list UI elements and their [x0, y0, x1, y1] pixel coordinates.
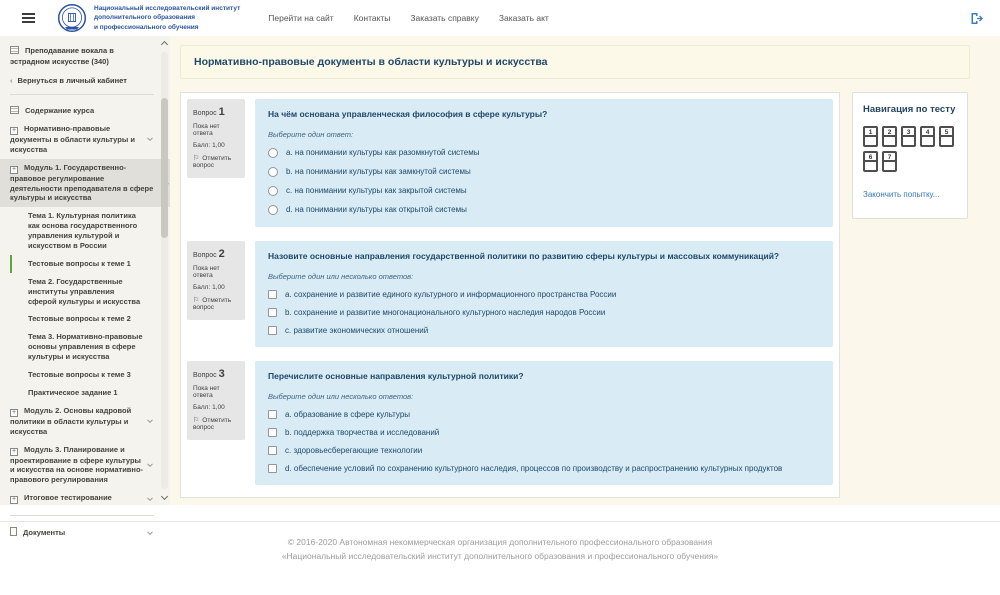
answer-option[interactable] — [268, 162, 820, 181]
sidebar-item-label: Тестовые вопросы к теме 2 — [28, 314, 131, 324]
radio-icon[interactable] — [268, 205, 278, 215]
question-status: Пока нет ответа — [193, 385, 220, 399]
plus-square-icon: + — [11, 496, 17, 504]
sidebar-divider — [10, 94, 154, 95]
header-nav — [268, 13, 549, 23]
back-link-label: Вернуться в личный кабинет — [17, 76, 127, 85]
answer-option[interactable] — [268, 181, 820, 200]
question-text: Назовите основные направления государственной политики по развитию сферы культуры и массовых коммуникаций? — [268, 251, 780, 261]
answer-option[interactable] — [268, 405, 820, 423]
sidebar-item[interactable] — [10, 523, 154, 542]
question-info-box — [187, 99, 245, 178]
finish-attempt-link[interactable]: Закончить попытку... — [863, 190, 940, 199]
sidebar-item-label: Тестовые вопросы к теме 3 — [28, 370, 131, 380]
quiz-nav-question-button[interactable] — [882, 151, 897, 172]
plus-square-icon: + — [11, 408, 17, 416]
answer-prompt: Выберите один или несколько ответов: — [268, 272, 414, 281]
sidebar-item[interactable] — [10, 255, 154, 273]
question — [187, 241, 833, 347]
sidebar-item-label: Тема 2. Государственные институты управления сферой культуры и искусства — [28, 276, 141, 306]
footer-copyright: © 2016-2020 Автономная некоммерческая организация дополнительного профессионального образования — [287, 537, 713, 547]
answer-option-label: d. обеспечение условий по сохранению культурного наследия, процессов по производству и распространению культурных продуктов — [285, 463, 783, 473]
answer-option[interactable] — [268, 285, 820, 303]
answer-option-label: a. сохранение и развитие единого культурного и информационного пространства России — [285, 289, 617, 299]
sidebar-item-label: Нормативно-правовые документы в области культуры и искусства — [10, 123, 135, 154]
answer-option-label: b. поддержка творчества и исследований — [285, 427, 440, 437]
scroll-down-arrow-icon[interactable] — [161, 493, 168, 500]
course-title-label: Преподавание вокала в эстрадном искусстве (340) — [10, 46, 114, 66]
header-link[interactable]: Контакты — [353, 13, 391, 23]
sidebar — [0, 36, 170, 538]
answer-prompt: Выберите один или несколько ответов: — [268, 392, 414, 401]
answer-option[interactable] — [268, 143, 820, 162]
answer-option-label: b. сохранение и развитие многонационального культурного наследия народов России — [285, 307, 606, 317]
scroll-up-arrow-icon[interactable] — [161, 41, 168, 48]
plus-square-icon: + — [11, 165, 17, 173]
quiz-nav-question-button[interactable] — [920, 126, 935, 147]
quiz-nav-question-number: 6 — [865, 153, 876, 162]
page-title: Нормативно-правовые документы в области культуры и искусства — [180, 45, 970, 79]
answer-option[interactable] — [268, 459, 820, 477]
answer-prompt: Выберите один ответ: — [268, 130, 354, 139]
course-grid-icon — [10, 46, 19, 54]
question — [187, 99, 833, 227]
quiz-nav-question-number: 7 — [884, 153, 895, 162]
header — [0, 0, 1000, 36]
header-link[interactable]: Заказать справку — [410, 13, 479, 23]
checkbox-icon[interactable] — [268, 410, 277, 419]
answer-option-label: b. на понимании культуры как замкнутой системы — [286, 167, 471, 176]
sidebar-item-label: Тестовые вопросы к теме 1 — [28, 258, 131, 268]
answer-option[interactable] — [268, 321, 820, 339]
sidebar-divider — [10, 515, 154, 516]
header-link[interactable]: Перейти на сайт — [268, 13, 334, 23]
flag-icon: ⚐ — [193, 155, 200, 162]
question-text: Перечислите основные направления культурной политики? — [268, 371, 524, 381]
quiz-nav-question-number: 3 — [903, 128, 914, 137]
checkbox-icon[interactable] — [268, 428, 277, 437]
checkbox-icon[interactable] — [268, 326, 277, 335]
radio-icon[interactable] — [268, 148, 278, 158]
back-to-dashboard-link[interactable] — [10, 76, 154, 85]
question-body — [255, 361, 833, 485]
sidebar-nav — [10, 102, 154, 542]
answer-option[interactable] — [268, 303, 820, 321]
question-status: Пока нет ответа — [193, 123, 220, 137]
chevron-down-icon — [147, 529, 153, 535]
quiz-nav-question-button[interactable] — [863, 126, 878, 147]
question — [187, 361, 833, 485]
checkbox-icon[interactable] — [268, 464, 277, 473]
answer-options — [268, 405, 820, 477]
sidebar-item[interactable] — [0, 159, 170, 208]
answer-option-label: c. развитие экономических отношений — [285, 325, 429, 335]
sidebar-item-label: Модуль 1. Государственно-правовое регулирование деятельности преподавателя в сфере культуры и искусства — [10, 162, 154, 203]
quiz-nav-question-number: 4 — [922, 128, 933, 137]
sidebar-item-label: Тема 3. Нормативно-правовые основы управления в сфере культуры и искусства — [28, 332, 143, 362]
plus-square-icon: + — [11, 126, 17, 134]
quiz-nav-question-button[interactable] — [901, 126, 916, 147]
flag-icon: ⚐ — [193, 417, 200, 424]
sidebar-item[interactable] — [10, 120, 154, 159]
sidebar-item[interactable] — [10, 102, 154, 120]
flag-icon: ⚐ — [193, 297, 200, 304]
sidebar-item[interactable] — [10, 273, 154, 311]
sidebar-item[interactable] — [10, 441, 154, 490]
answer-option-label: d. на понимании культуры как открытой системы — [286, 205, 467, 214]
sidebar-item-label: Содержание курса — [25, 106, 95, 115]
answer-option[interactable] — [268, 441, 820, 459]
institute-name-line: и профессионального обучения — [94, 23, 199, 31]
document-icon — [10, 527, 17, 536]
institute-name-line: Национальный исследовательский институт — [94, 4, 241, 12]
sidebar-scrollbar-thumb[interactable] — [161, 98, 168, 238]
quiz-nav-question-number: 5 — [941, 128, 952, 137]
answer-option[interactable] — [268, 200, 820, 219]
radio-icon[interactable] — [268, 167, 278, 177]
quiz-nav-question-button[interactable] — [882, 126, 897, 147]
chevron-down-icon — [147, 136, 153, 142]
sidebar-item-label: Документы — [23, 528, 66, 538]
radio-icon[interactable] — [268, 186, 278, 196]
question-status: Пока нет ответа — [193, 265, 220, 279]
sidebar-item[interactable] — [10, 310, 154, 328]
question-body — [255, 241, 833, 347]
logo-emblem-icon — [57, 3, 87, 33]
content-area — [0, 36, 1000, 538]
institute-name — [94, 4, 240, 32]
sidebar-item[interactable] — [10, 207, 154, 255]
footer-org-name: «Национальный исследовательский институт дополнительного образования и профессионального обучения» — [281, 551, 719, 562]
main-area — [170, 36, 1000, 505]
sidebar-course-title[interactable] — [10, 46, 154, 67]
question-info-box — [187, 361, 245, 440]
quiz-nav-question-number: 1 — [865, 128, 876, 137]
sidebar-item-label: Модуль 2. Основы кадровой политики в области культуры и искусства — [10, 405, 132, 436]
question-points: Балл: 1,00 — [193, 404, 225, 411]
flag-question-button[interactable]: ⚐ Отметить вопрос — [193, 155, 232, 169]
sidebar-item-label: Модуль 3. Планирование и проектирование в сфере культуры и искусства на основе нормативно-правового регулирования — [10, 444, 144, 485]
question-number: Вопрос 3 — [193, 368, 225, 380]
answer-option-label: a. образование в сфере культуры — [285, 409, 411, 419]
institute-name-line: дополнительного образования — [94, 14, 196, 22]
checkbox-icon[interactable] — [268, 308, 277, 317]
chevron-left-icon: ‹ — [10, 76, 13, 85]
quiz-nav-question-button[interactable] — [863, 151, 878, 172]
sidebar-item[interactable] — [10, 328, 154, 366]
question-number: Вопрос 1 — [193, 106, 225, 118]
plus-square-icon: + — [11, 447, 17, 455]
question-text: На чём основана управленческая философия в сфере культуры? — [268, 109, 548, 119]
sidebar-item-label: Тема 1. Культурная политика как основа государственного управления культурой и искусством в России — [28, 211, 138, 251]
checkbox-icon[interactable] — [268, 446, 277, 455]
quiz-navigation-panel — [852, 92, 968, 219]
question-body — [255, 99, 833, 227]
logout-icon — [970, 12, 984, 25]
answer-option-label: c. на понимании культуры как закрытой системы — [286, 186, 467, 195]
sidebar-item[interactable] — [10, 489, 154, 508]
question-points: Балл: 1,00 — [193, 284, 225, 291]
sidebar-item-label: Итоговое тестирование — [24, 493, 112, 503]
quiz-nav-question-number: 2 — [884, 128, 895, 137]
quiz-nav-buttons — [863, 126, 957, 172]
quiz-nav-title: Навигация по тесту — [863, 104, 956, 115]
flag-question-button[interactable]: ⚐ Отметить вопрос — [193, 417, 232, 431]
question-points: Балл: 1,00 — [193, 142, 225, 149]
sidebar-item[interactable] — [10, 402, 154, 441]
answer-options — [268, 143, 820, 219]
sidebar-item-label: Практическое задание 1 — [28, 387, 118, 397]
hamburger-menu-icon[interactable] — [22, 13, 35, 23]
answer-options — [268, 285, 820, 339]
question-number: Вопрос 2 — [193, 248, 225, 260]
answer-option[interactable] — [268, 423, 820, 441]
logout-button[interactable] — [970, 12, 984, 25]
question-info-box — [187, 241, 245, 320]
answer-option-label: a. на понимании культуры как разомкнутой системы — [286, 148, 480, 157]
header-link[interactable]: Заказать акт — [498, 13, 549, 23]
sidebar-item[interactable] — [10, 366, 154, 384]
sidebar-item[interactable] — [10, 384, 154, 402]
list-icon — [10, 106, 19, 114]
questions-card — [180, 92, 840, 498]
institute-logo[interactable] — [57, 3, 240, 33]
answer-option-label: c. здоровьесберегающие технологии — [285, 445, 423, 455]
flag-question-button[interactable]: ⚐ Отметить вопрос — [193, 297, 232, 311]
quiz-nav-question-button[interactable] — [939, 126, 954, 147]
chevron-down-icon — [147, 495, 153, 501]
checkbox-icon[interactable] — [268, 290, 277, 299]
chevron-down-icon — [147, 418, 153, 424]
chevron-down-icon — [147, 461, 153, 467]
